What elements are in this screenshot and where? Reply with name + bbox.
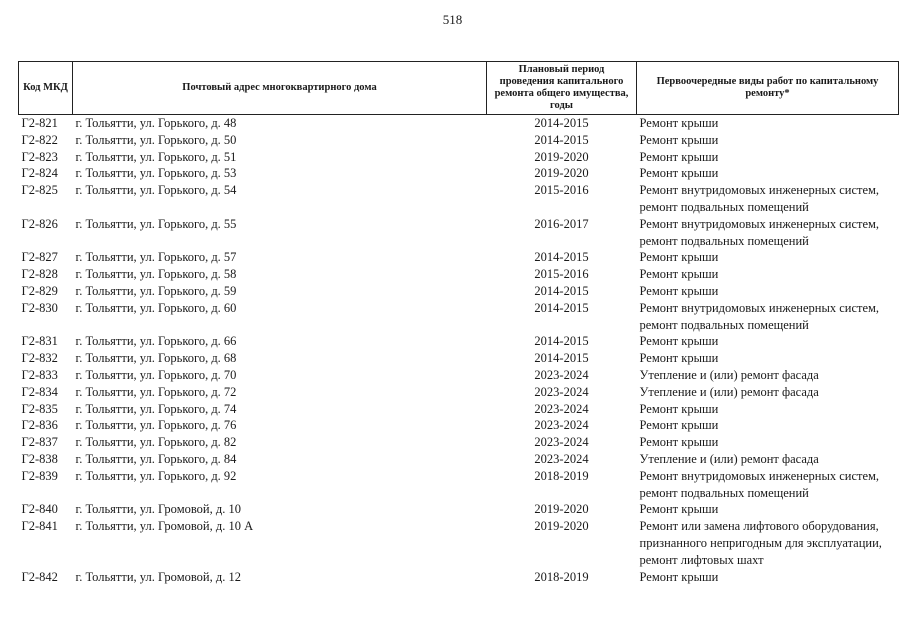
table-row — [19, 569, 899, 586]
table-header — [19, 62, 899, 115]
work-types — [637, 367, 899, 384]
work-line: ремонт подвальных помещений — [639, 317, 809, 332]
postal-address: г. Тольятти, ул. Горького, д. 66 — [75, 334, 237, 349]
repair-period: 2015-2016 — [534, 183, 589, 198]
work-line: Ремонт крыши — [639, 132, 719, 147]
repair-period: 2023-2024 — [534, 401, 589, 416]
house-code: Г2-837 — [21, 435, 58, 450]
work-line: Ремонт внутридомовых инженерных систем, — [639, 216, 880, 231]
work-types — [637, 115, 899, 132]
house-code: Г2-842 — [21, 569, 58, 584]
postal-address: г. Тольятти, ул. Горького, д. 53 — [75, 166, 237, 181]
house-code: Г2-838 — [21, 451, 58, 466]
postal-address: г. Тольятти, ул. Громовой, д. 10 — [75, 502, 241, 517]
house-code: Г2-821 — [21, 116, 58, 130]
work-types — [637, 216, 899, 250]
postal-address: г. Тольятти, ул. Горького, д. 48 — [75, 116, 237, 130]
repair-period: 2023-2024 — [534, 418, 589, 433]
house-code: Г2-823 — [21, 149, 58, 164]
work-types — [637, 132, 899, 149]
house-code: Г2-830 — [21, 300, 58, 315]
table-row — [19, 249, 899, 266]
work-line: Ремонт или замена лифтового оборудования, — [639, 519, 879, 534]
table-row — [19, 283, 899, 300]
work-types — [637, 417, 899, 434]
postal-address: г. Тольятти, ул. Горького, д. 76 — [75, 418, 237, 433]
work-line: Ремонт крыши — [639, 435, 719, 450]
house-code: Г2-833 — [21, 367, 58, 382]
table-row — [19, 333, 899, 350]
postal-address: г. Тольятти, ул. Горького, д. 72 — [75, 384, 237, 399]
repair-period: 2023-2024 — [534, 384, 589, 399]
postal-address: г. Тольятти, ул. Горького, д. 92 — [75, 468, 237, 483]
table-body — [19, 115, 899, 586]
work-line: Ремонт крыши — [639, 283, 719, 298]
work-line: Ремонт крыши — [639, 569, 719, 584]
repair-period: 2023-2024 — [534, 367, 589, 382]
table-row — [19, 216, 899, 250]
repair-period: 2014-2015 — [534, 334, 589, 349]
table-row — [19, 384, 899, 401]
postal-address: г. Тольятти, ул. Горького, д. 55 — [75, 216, 237, 231]
house-code: Г2-839 — [21, 468, 58, 483]
repair-period: 2014-2015 — [534, 116, 589, 130]
table-row — [19, 132, 899, 149]
postal-address: г. Тольятти, ул. Горького, д. 57 — [75, 250, 237, 265]
work-types — [637, 283, 899, 300]
postal-address: г. Тольятти, ул. Горького, д. 70 — [75, 367, 237, 382]
repair-period: 2023-2024 — [534, 451, 589, 466]
repair-schedule-table — [18, 61, 899, 585]
repair-period: 2018-2019 — [534, 468, 589, 483]
work-types — [637, 468, 899, 502]
table-row — [19, 266, 899, 283]
work-types — [637, 451, 899, 468]
work-line: ремонт подвальных помещений — [639, 199, 809, 214]
house-code: Г2-836 — [21, 418, 58, 433]
work-types — [637, 434, 899, 451]
table-row — [19, 417, 899, 434]
work-line: Ремонт крыши — [639, 116, 719, 130]
repair-period: 2014-2015 — [534, 300, 589, 315]
page-number: 518 — [442, 12, 463, 27]
postal-address: г. Тольятти, ул. Громовой, д. 10 А — [75, 519, 254, 534]
repair-period: 2014-2015 — [534, 132, 589, 147]
table-row — [19, 518, 899, 568]
house-code: Г2-834 — [21, 384, 58, 399]
work-line: Ремонт крыши — [639, 334, 719, 349]
work-line: Ремонт внутридомовых инженерных систем, — [639, 183, 880, 198]
work-types — [637, 249, 899, 266]
repair-period: 2014-2015 — [534, 250, 589, 265]
work-types — [637, 518, 899, 568]
house-code: Г2-829 — [21, 283, 58, 298]
repair-period: 2016-2017 — [534, 216, 589, 231]
postal-address: г. Тольятти, ул. Горького, д. 68 — [75, 351, 237, 366]
repair-period: 2014-2015 — [534, 351, 589, 366]
table-row — [19, 149, 899, 166]
table-row — [19, 182, 899, 216]
work-types — [637, 149, 899, 166]
header-work-types: Первоочередные виды работ по капитальному ремонту* — [637, 62, 899, 115]
work-line: ремонт лифтовых шахт — [639, 552, 764, 567]
work-line: Ремонт внутридомовых инженерных систем, — [639, 300, 880, 315]
repair-period: 2019-2020 — [534, 502, 589, 517]
work-line: Ремонт внутридомовых инженерных систем, — [639, 468, 880, 483]
house-code: Г2-841 — [21, 519, 58, 534]
work-types — [637, 300, 899, 334]
house-code: Г2-822 — [21, 132, 58, 147]
work-line: Утепление и (или) ремонт фасада — [639, 384, 819, 399]
work-line: Ремонт крыши — [639, 502, 719, 517]
table-row — [19, 468, 899, 502]
table-row — [19, 501, 899, 518]
work-line: Утепление и (или) ремонт фасада — [639, 367, 819, 382]
table-row — [19, 434, 899, 451]
header-code: Код МКД — [19, 62, 73, 115]
repair-period: 2019-2020 — [534, 519, 589, 534]
postal-address: г. Тольятти, ул. Горького, д. 54 — [75, 183, 237, 198]
work-line: Ремонт крыши — [639, 250, 719, 265]
header-period: Плановый период проведения капитального ремонта общего имущества, годы — [487, 62, 637, 115]
house-code: Г2-840 — [21, 502, 58, 517]
table-row — [19, 367, 899, 384]
work-line: Ремонт крыши — [639, 401, 719, 416]
repair-period: 2019-2020 — [534, 166, 589, 181]
postal-address: г. Тольятти, ул. Горького, д. 58 — [75, 267, 237, 282]
postal-address: г. Тольятти, ул. Горького, д. 51 — [75, 149, 237, 164]
table-row — [19, 300, 899, 334]
house-code: Г2-827 — [21, 250, 58, 265]
table-row — [19, 401, 899, 418]
table-row — [19, 350, 899, 367]
work-line: Утепление и (или) ремонт фасада — [639, 451, 819, 466]
work-types — [637, 384, 899, 401]
repair-period: 2023-2024 — [534, 435, 589, 450]
work-types — [637, 401, 899, 418]
house-code: Г2-832 — [21, 351, 58, 366]
header-address: Почтовый адрес многоквартирного дома — [73, 62, 487, 115]
work-line: Ремонт крыши — [639, 149, 719, 164]
work-line: ремонт подвальных помещений — [639, 233, 809, 248]
table-row — [19, 165, 899, 182]
repair-period: 2019-2020 — [534, 149, 589, 164]
postal-address: г. Тольятти, ул. Горького, д. 84 — [75, 451, 237, 466]
work-line: ремонт подвальных помещений — [639, 485, 809, 500]
postal-address: г. Тольятти, ул. Горького, д. 82 — [75, 435, 237, 450]
house-code: Г2-828 — [21, 267, 58, 282]
house-code: Г2-824 — [21, 166, 58, 181]
work-line: Ремонт крыши — [639, 418, 719, 433]
work-types — [637, 165, 899, 182]
work-line: признанного непригодным для эксплуатации, — [639, 535, 882, 550]
work-types — [637, 182, 899, 216]
postal-address: г. Тольятти, ул. Горького, д. 50 — [75, 132, 237, 147]
work-line: Ремонт крыши — [639, 351, 719, 366]
work-types — [637, 501, 899, 518]
table-row — [19, 115, 899, 132]
house-code: Г2-826 — [21, 216, 58, 231]
postal-address: г. Тольятти, ул. Горького, д. 59 — [75, 283, 237, 298]
work-line: Ремонт крыши — [639, 166, 719, 181]
postal-address: г. Тольятти, ул. Горького, д. 60 — [75, 300, 237, 315]
house-code: Г2-835 — [21, 401, 58, 416]
work-types — [637, 569, 899, 586]
work-types — [637, 266, 899, 283]
repair-period: 2018-2019 — [534, 569, 589, 584]
house-code: Г2-825 — [21, 183, 58, 198]
postal-address: г. Тольятти, ул. Громовой, д. 12 — [75, 569, 241, 584]
postal-address: г. Тольятти, ул. Горького, д. 74 — [75, 401, 237, 416]
work-types — [637, 333, 899, 350]
repair-period: 2015-2016 — [534, 267, 589, 282]
repair-period: 2014-2015 — [534, 283, 589, 298]
house-code: Г2-831 — [21, 334, 58, 349]
work-types — [637, 350, 899, 367]
work-line: Ремонт крыши — [639, 267, 719, 282]
table-row — [19, 451, 899, 468]
